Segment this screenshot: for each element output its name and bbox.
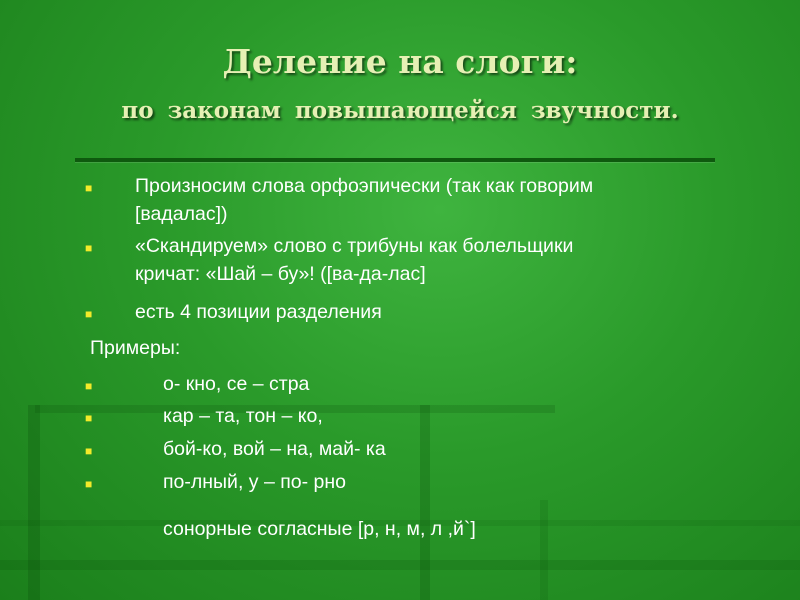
slide-subtitle: по законам повышающейся звучности. <box>121 97 679 124</box>
bullet-text: [вадалас]) <box>135 203 228 225</box>
examples-heading: Примеры: <box>90 337 181 359</box>
bullet-text: есть 4 позиции разделения <box>135 301 382 323</box>
square-bullet-icon: ■ <box>85 181 93 195</box>
square-bullet-icon: ■ <box>85 444 93 458</box>
example-item: бой-ко, вой – на, май- ка <box>163 438 386 460</box>
slide-title: Деление на слоги: <box>222 42 578 81</box>
square-bullet-icon: ■ <box>85 411 93 425</box>
square-bullet-icon: ■ <box>85 477 93 491</box>
example-item: по-лный, у – по- рно <box>163 471 346 493</box>
bullet-text: «Скандируем» слово с трибуны как болельщики <box>135 235 574 257</box>
sonorant-note: сонорные согласные [р, н, м, л ,й`] <box>163 518 476 540</box>
square-bullet-icon: ■ <box>85 379 93 393</box>
square-bullet-icon: ■ <box>85 241 93 255</box>
bullet-text: Произносим слова орфоэпически (так как говорим <box>135 175 594 197</box>
square-bullet-icon: ■ <box>85 307 93 321</box>
example-item: кар – та, тон – ко, <box>163 405 323 427</box>
example-item: о- кно, се – стра <box>163 373 310 395</box>
bullet-text: кричат: «Шай – бу»! ([ва-да-лас] <box>135 263 426 285</box>
